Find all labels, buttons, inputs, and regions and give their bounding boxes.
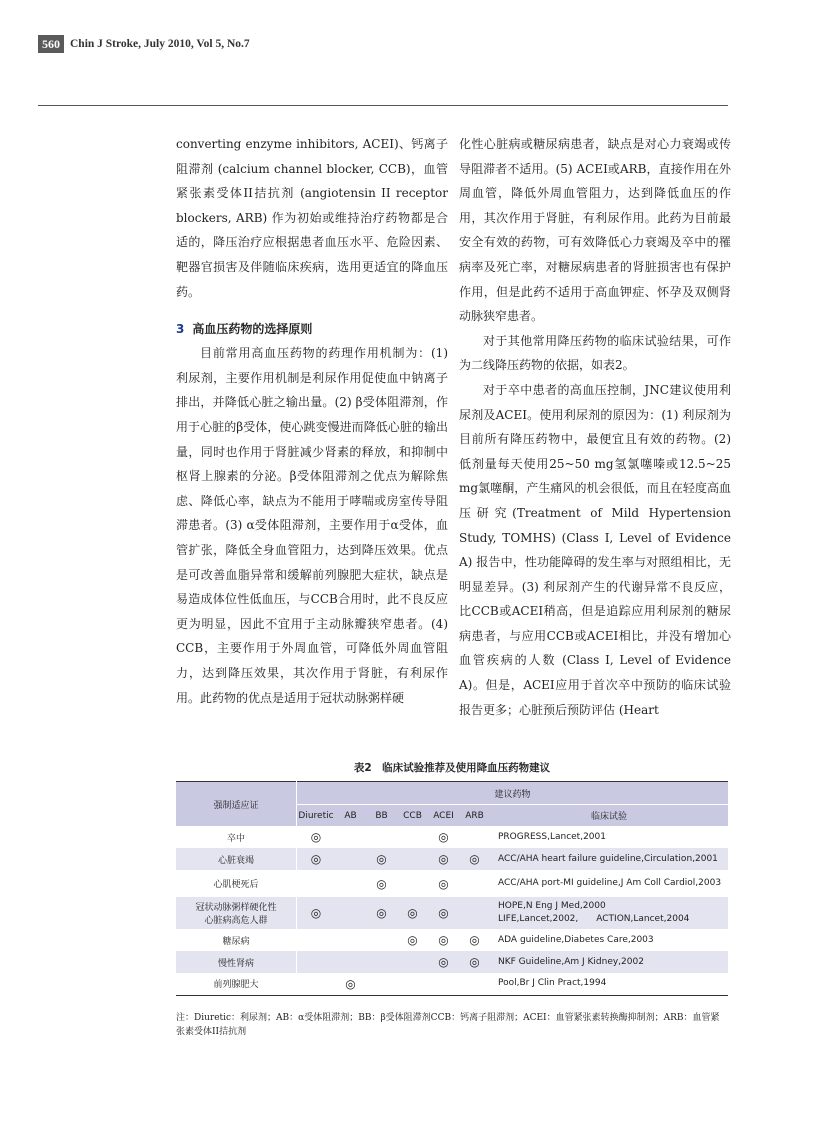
drug-mark-cell <box>297 826 336 848</box>
recommended-mark-icon: ◎ <box>438 906 449 920</box>
drug-recommendation-table <box>176 781 728 996</box>
drug-mark-cell <box>397 897 428 929</box>
recommended-mark-icon: ◎ <box>438 933 449 947</box>
drug-mark-cell <box>335 897 366 929</box>
drug-col-header: CCB <box>397 805 428 827</box>
journal-citation: Chin J Stroke, July 2010, Vol 5, No.7 <box>70 38 250 50</box>
drug-mark-cell <box>459 870 490 897</box>
table-row <box>176 870 728 897</box>
recommended-mark-icon: ◎ <box>438 955 449 969</box>
row-indication: 糖尿病 <box>176 929 297 951</box>
recommended-mark-icon: ◎ <box>345 976 356 991</box>
table-row <box>176 897 728 929</box>
section-title: 高血压药物的选择原则 <box>192 321 313 336</box>
right-column <box>459 132 731 722</box>
drug-mark-cell <box>459 973 490 995</box>
drug-mark-cell <box>335 870 366 897</box>
drug-mark-cell <box>335 848 366 870</box>
left-paragraph-2: 目前常用高血压药物的药理作用机制为：(1) 利尿剂，主要作用机制是利尿作用促使血中钠离子排出，并降低心脏之输出量。(2) β受体阻滞剂，作用于心脏的β受体，使心跳变慢进而降低心脏的输出量，同时也作用于肾脏减少肾素的释放，和抑制中枢肾上腺素的分泌。β受体阻滞剂之优点为解除焦虑、降低心率，缺点为不能用于哮喘或房室传导阻滞患者。(3) α受体阻滞剂，主要作用于α受体，血管扩张，降低全身血管阻力，达到降压效果。优点是可改善血脂异常和缓解前列腺肥大症状，缺点是易造成体位性低血压，与CCB合用时，此不良反应更为明显，因此不宜用于主动脉瓣狭窄患者。(4) CCB，主要作用于外周血管，可降低外周血管阻力，达到降压效果，其次作用于肾脏，有利尿作用。此药物的优点是适用于冠状动脉粥样硬 <box>176 346 448 705</box>
drug-mark-cell <box>297 951 336 973</box>
recommended-mark-icon: ◎ <box>438 830 449 844</box>
recommended-mark-icon: ◎ <box>310 906 322 920</box>
row-indication: 心脏衰竭 <box>176 848 297 870</box>
table-row <box>176 826 728 848</box>
row-trial <box>490 870 728 897</box>
drug-mark-cell <box>459 826 490 848</box>
trial-header: 临床试验 <box>490 805 728 827</box>
table-title: 表2 临床试验推荐及使用降血压药物建议 <box>353 762 551 774</box>
trial-text: PROGRESS,Lancet,2001 <box>498 831 606 842</box>
row-trial <box>490 973 728 995</box>
recommended-mark-icon: ◎ <box>376 876 387 891</box>
trial-text: ACC/AHA port-MI guideline,J Am Coll Cardiol,2003 <box>498 878 722 888</box>
row-trial <box>490 826 728 848</box>
drug-mark-cell <box>366 951 397 973</box>
indication-header: 强制适应证 <box>176 782 297 827</box>
recommended-mark-icon: ◎ <box>407 906 418 920</box>
drug-mark-cell <box>397 929 428 951</box>
drug-group-header: 建议药物 <box>297 782 729 805</box>
drug-mark-cell <box>366 929 397 951</box>
row-trial <box>490 929 728 951</box>
row-indication: 慢性肾病 <box>176 951 297 973</box>
recommended-mark-icon: ◎ <box>469 852 480 866</box>
drug-mark-cell <box>459 929 490 951</box>
drug-mark-cell <box>335 973 366 995</box>
drug-mark-cell <box>366 848 397 870</box>
drug-mark-cell <box>297 929 336 951</box>
row-indication: 心肌梗死后 <box>176 870 297 897</box>
drug-mark-cell <box>366 973 397 995</box>
right-paragraph-3: 对于卒中患者的高血压控制，JNC建议使用利尿剂及ACEI。使用利尿剂的原因为：(1) 利尿剂为目前所有降压药物中，最便宜且有效的药物。(2) 低剂量每天使用25~50 mg氢氯噻嗪或12.5~25 mg氯噻酮，产生痛风的机会很低，而且在轻度高血压研究(Treatment of Mild Hypertension Study, TOMHS) (Class I, Level of Evidence A) 报告中，性功能障碍的发生率与对照组相比，无明显差异。(3) 利尿剂产生的代谢异常不良反应，比CCB或ACEI稍高，但是追踪应用利尿剂的糖尿病患者，与应用CCB或ACEI相比，并没有增加心血管疾病的人数 (Class I, Level of Evidence A)。但是，ACEI应用于首次卒中预防的临床试验报告更多；心脏预后预防评估 (Heart <box>459 382 731 717</box>
drug-mark-cell <box>297 848 336 870</box>
recommended-mark-icon: ◎ <box>310 852 322 866</box>
page-header <box>38 35 250 53</box>
drug-mark-cell <box>335 826 366 848</box>
drug-mark-cell <box>428 826 459 848</box>
header-rule <box>38 105 728 106</box>
drug-col-header: Diuretic <box>297 805 336 827</box>
drug-mark-cell <box>366 897 397 929</box>
drug-col-header: AB <box>335 805 366 827</box>
drug-mark-cell <box>397 848 428 870</box>
trial-text: LIFE,Lancet,2002, ACTION,Lancet,2004 <box>498 914 690 924</box>
recommended-mark-icon: ◎ <box>310 830 322 844</box>
drug-mark-cell <box>428 897 459 929</box>
drug-col-header: ACEI <box>428 805 459 827</box>
drug-mark-cell <box>297 973 336 995</box>
recommended-mark-icon: ◎ <box>469 955 480 969</box>
drug-mark-cell <box>297 897 336 929</box>
trial-text: HOPE,N Eng J Med,2000 <box>498 901 606 911</box>
trial-text: NKF Guideline,Am J Kidney,2002 <box>498 956 644 967</box>
drug-mark-cell <box>428 973 459 995</box>
recommended-mark-icon: ◎ <box>469 933 480 947</box>
recommended-mark-icon: ◎ <box>407 933 418 947</box>
table-row <box>176 973 728 995</box>
drug-mark-cell <box>366 826 397 848</box>
section-number: 3 <box>176 321 185 336</box>
drug-mark-cell <box>459 951 490 973</box>
recommended-mark-icon: ◎ <box>376 906 387 920</box>
drug-col-header: ARB <box>459 805 490 827</box>
drug-col-header: BB <box>366 805 397 827</box>
drug-mark-cell <box>397 973 428 995</box>
row-indication: 前列腺肥大 <box>176 973 297 995</box>
drug-mark-cell <box>335 951 366 973</box>
left-paragraph-1: converting enzyme inhibitors, ACEI)、钙离子阻滞剂 (calcium channel blocker, CCB)，血管紧张素受体II拮抗剂 (angiotensin II receptor blockers, ARB) 作为初始或维持治疗药物都是合适的，降压治疗应根据患者血压水平、危险因素、靶器官损害及伴随临床疾病，选用更适宜的降血压药。 <box>176 137 448 299</box>
drug-mark-cell <box>459 848 490 870</box>
row-trial <box>490 897 728 929</box>
drug-mark-cell <box>428 848 459 870</box>
table-footnote: 注：Diuretic：利尿剂；AB：α受体阻滞剂；BB：β受体阻滞剂CCB：钙离子阻滞剂；ACEI：血管紧张素转换酶抑制剂；ARB：血管紧张素受体II拮抗剂 <box>176 1013 720 1037</box>
row-indication-line: 冠状动脉粥样硬化性 <box>195 903 277 913</box>
table-row <box>176 848 728 870</box>
drug-mark-cell <box>397 951 428 973</box>
table-row <box>176 951 728 973</box>
drug-mark-cell <box>397 826 428 848</box>
left-column <box>176 132 448 710</box>
right-paragraph-2: 对于其他常用降压药物的临床试验结果，可作为二线降压药物的依据，如表2。 <box>459 333 731 373</box>
row-trial <box>490 848 728 870</box>
recommended-mark-icon: ◎ <box>438 876 449 891</box>
drug-mark-cell <box>397 870 428 897</box>
right-paragraph-1: 化性心脏病或糖尿病患者，缺点是对心力衰竭或传导阻滞者不适用。(5) ACEI或ARB，直接作用在外周血管，降低外周血管阻力，达到降低血压的作用，其次作用于肾脏，有利尿作用。此药为目前最安全有效的药物，可有效降低心力衰竭及卒中的罹病率及死亡率，对糖尿病患者的肾脏损害也有保护作用，但是此药不适用于高血钾症、怀孕及双侧肾动脉狭窄患者。 <box>459 137 731 324</box>
trial-text: ADA guideline,Diabetes Care,2003 <box>498 934 654 945</box>
table-row <box>176 929 728 951</box>
drug-mark-cell <box>428 951 459 973</box>
row-trial <box>490 951 728 973</box>
page-number: 560 <box>38 35 64 53</box>
trial-text: ACC/AHA heart failure guideline,Circulation,2001 <box>498 853 718 864</box>
row-indication-line: 心脏病高危人群 <box>204 916 268 926</box>
drug-mark-cell <box>366 870 397 897</box>
section-heading <box>176 317 448 342</box>
drug-mark-cell <box>428 929 459 951</box>
row-indication <box>176 897 297 929</box>
recommended-mark-icon: ◎ <box>438 852 449 866</box>
drug-mark-cell <box>459 897 490 929</box>
trial-text: Pool,Br J Clin Pract,1994 <box>498 978 607 989</box>
drug-mark-cell <box>428 870 459 897</box>
row-indication: 卒中 <box>176 826 297 848</box>
drug-mark-cell <box>297 870 336 897</box>
recommended-mark-icon: ◎ <box>376 852 387 866</box>
drug-mark-cell <box>335 929 366 951</box>
